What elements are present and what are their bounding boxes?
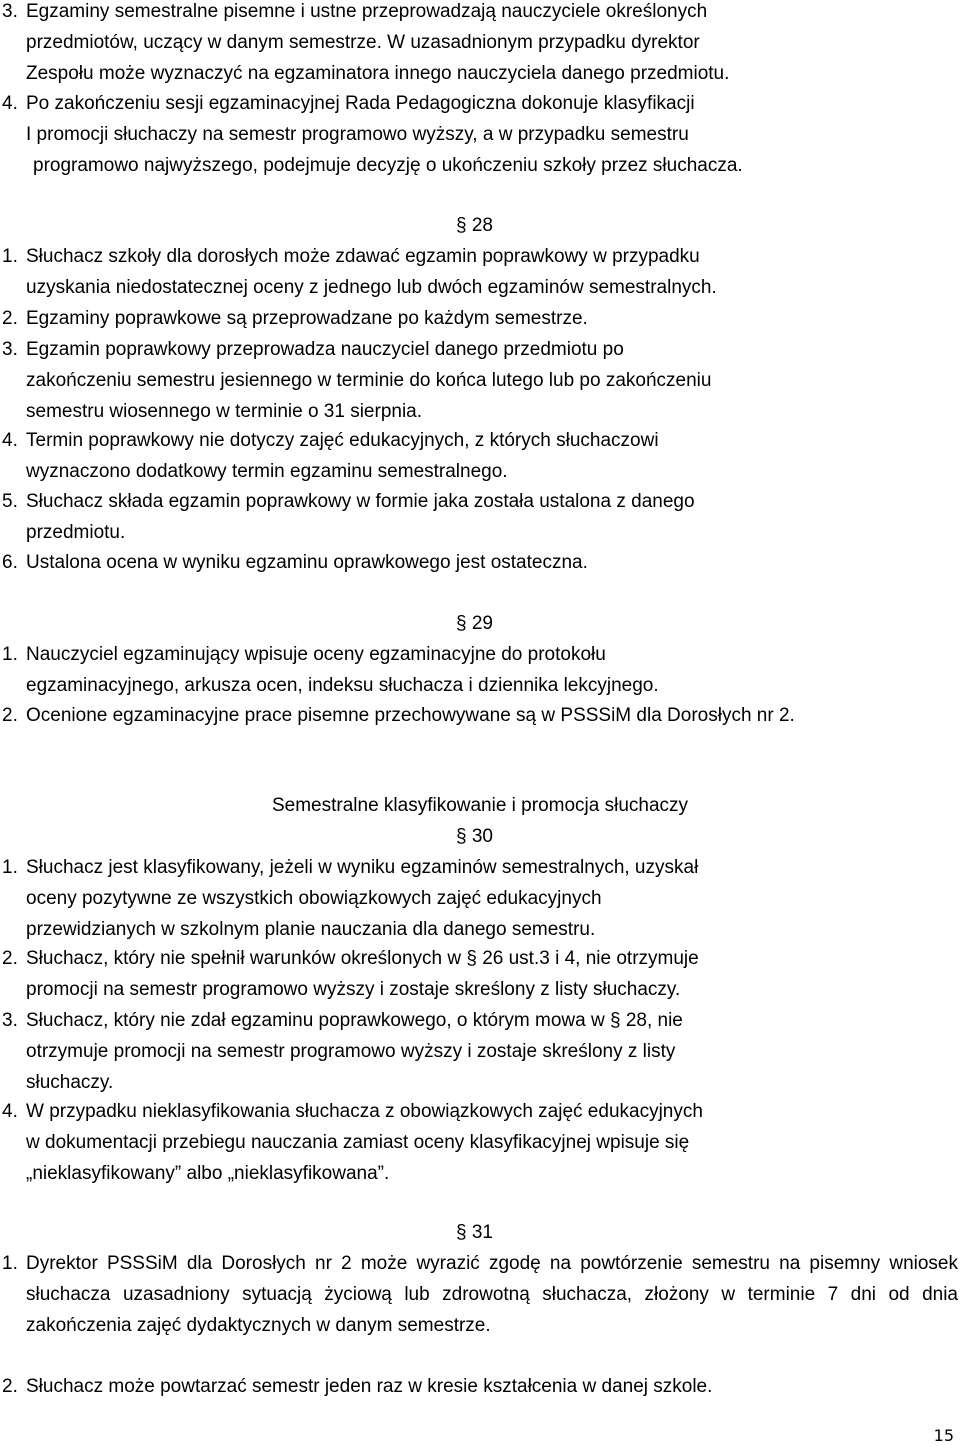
section-mark: § 28 xyxy=(456,215,493,236)
item-text: oceny pozytywne ze wszystkich obowiązkowych zajęć edukacyjnych xyxy=(26,888,602,909)
item-text: W przypadku nieklasyfikowania słuchacza z obowiązkowych zajęć edukacyjnych xyxy=(26,1101,703,1122)
item-text: I promocji słuchaczy na semestr programowo wyższy, a w przypadku semestru xyxy=(26,124,689,145)
item-text: Nauczyciel egzaminujący wpisuje oceny egzaminacyjne do protokołu xyxy=(26,644,606,665)
list-item xyxy=(0,1371,960,1402)
item-number: 2. xyxy=(2,308,18,329)
item-text: przewidzianych w szkolnym planie nauczania dla danego semestru. xyxy=(26,919,596,940)
section-mark: § 29 xyxy=(456,613,493,634)
item-number: 4. xyxy=(2,430,18,451)
item-text: Po zakończeniu sesji egzaminacyjnej Rada Pedagogiczna dokonuje klasyfikacji xyxy=(26,93,695,114)
item-number: 3. xyxy=(2,1010,18,1031)
item-number: 3. xyxy=(2,1,18,22)
item-number: 3. xyxy=(2,339,18,360)
item-number: 1. xyxy=(2,857,18,878)
item-number: 1. xyxy=(2,1253,18,1274)
item-text: Termin poprawkowy nie dotyczy zajęć edukacyjnych, z których słuchaczowi xyxy=(26,430,659,451)
item-number: 1. xyxy=(2,246,18,267)
item-text: Ocenione egzaminacyjne prace pisemne przechowywane są w PSSSiM dla Dorosłych nr 2. xyxy=(26,705,795,726)
item-text: słuchaczy. xyxy=(26,1072,114,1093)
list-item xyxy=(0,943,960,1005)
item-text: Egzaminy poprawkowe są przeprowadzane po każdym semestrze. xyxy=(26,308,588,329)
section-mark: § 31 xyxy=(456,1222,493,1243)
list-item xyxy=(0,852,960,945)
section-heading: Semestralne klasyfikowanie i promocja słuchaczy xyxy=(271,795,689,816)
item-text: Słuchacz składa egzamin poprawkowy w formie jaka została ustalona z danego xyxy=(26,491,695,512)
list-item xyxy=(0,425,960,487)
item-text: przedmiotów, uczący w danym semestrze. W uzasadnionym przypadku dyrektor xyxy=(26,32,700,53)
item-text: semestru wiosennego w terminie o 31 sierpnia. xyxy=(26,401,423,422)
item-text: egzaminacyjnego, arkusza ocen, indeksu słuchacza i dziennika lekcyjnego. xyxy=(26,675,659,696)
list-item xyxy=(0,88,960,181)
item-text: w dokumentacji przebiegu nauczania zamiast oceny klasyfikacyjnej wpisuje się xyxy=(26,1132,690,1153)
item-number: 2. xyxy=(2,1376,18,1397)
item-number: 2. xyxy=(2,948,18,969)
item-number: 5. xyxy=(2,491,18,512)
list-item xyxy=(0,303,960,334)
list-item xyxy=(0,0,960,89)
item-text: promocji na semestr programowo wyższy i zostaje skreślony z listy słuchaczy. xyxy=(26,979,681,1000)
item-text: Dyrektor PSSSiM dla Dorosłych nr 2 może wyrazić zgodę na powtórzenie semestru na pisemny wniosek słuchacza uzasadniony sytuacją życiową lub zdrowotną słuchacza, złożony w terminie 7 dni od dnia zakończenia zajęć dydaktycznych w danym semestrze. xyxy=(26,1253,958,1336)
list-item xyxy=(0,547,960,578)
item-text: uzyskania niedostatecznej oceny z jednego lub dwóch egzaminów semestralnych. xyxy=(26,277,717,298)
list-item xyxy=(0,486,960,548)
list-item xyxy=(0,334,960,427)
item-text: programowo najwyższego, podejmuje decyzję o ukończeniu szkoły przez słuchacza. xyxy=(33,155,743,176)
item-text: Egzamin poprawkowy przeprowadza nauczyciel danego przedmiotu po xyxy=(26,339,624,360)
list-item xyxy=(0,1005,960,1098)
item-number: 1. xyxy=(2,644,18,665)
item-text: Słuchacz, który nie spełnił warunków określonych w § 26 ust.3 i 4, nie otrzymuje xyxy=(26,948,699,969)
item-text: Egzaminy semestralne pisemne i ustne przeprowadzają nauczyciele określonych xyxy=(26,1,708,22)
item-text: zakończeniu semestru jesiennego w terminie do końca lutego lub po zakończeniu xyxy=(26,370,712,391)
item-text: otrzymuje promocji na semestr programowo wyższy i zostaje skreślony z listy xyxy=(26,1041,676,1062)
item-number: 4. xyxy=(2,93,18,114)
list-item xyxy=(0,700,960,731)
item-text: Słuchacz szkoły dla dorosłych może zdawać egzamin poprawkowy w przypadku xyxy=(26,246,700,267)
item-number: 6. xyxy=(2,552,18,573)
item-text: przedmiotu. xyxy=(26,522,126,543)
item-text: wyznaczono dodatkowy termin egzaminu semestralnego. xyxy=(26,461,508,482)
list-item xyxy=(0,1096,960,1189)
item-number: 4. xyxy=(2,1101,18,1122)
list-item xyxy=(0,639,960,701)
item-text: „nieklasyfikowany” albo „nieklasyfikowana”. xyxy=(26,1163,390,1184)
item-text: Słuchacz może powtarzać semestr jeden raz w kresie kształcenia w danej szkole. xyxy=(26,1376,713,1397)
list-item xyxy=(0,241,960,303)
page-number: 15 xyxy=(933,1426,954,1445)
item-text: Słuchacz, który nie zdał egzaminu poprawkowego, o którym mowa w § 28, nie xyxy=(26,1010,683,1031)
section-mark: § 30 xyxy=(456,826,493,847)
item-text: Słuchacz jest klasyfikowany, jeżeli w wyniku egzaminów semestralnych, uzyskał xyxy=(26,857,699,878)
item-number: 2. xyxy=(2,705,18,726)
item-text: Ustalona ocena w wyniku egzaminu oprawkowego jest ostateczna. xyxy=(26,552,588,573)
item-text: Zespołu może wyznaczyć na egzaminatora innego nauczyciela danego przedmiotu. xyxy=(26,63,730,84)
list-item xyxy=(0,1248,960,1341)
